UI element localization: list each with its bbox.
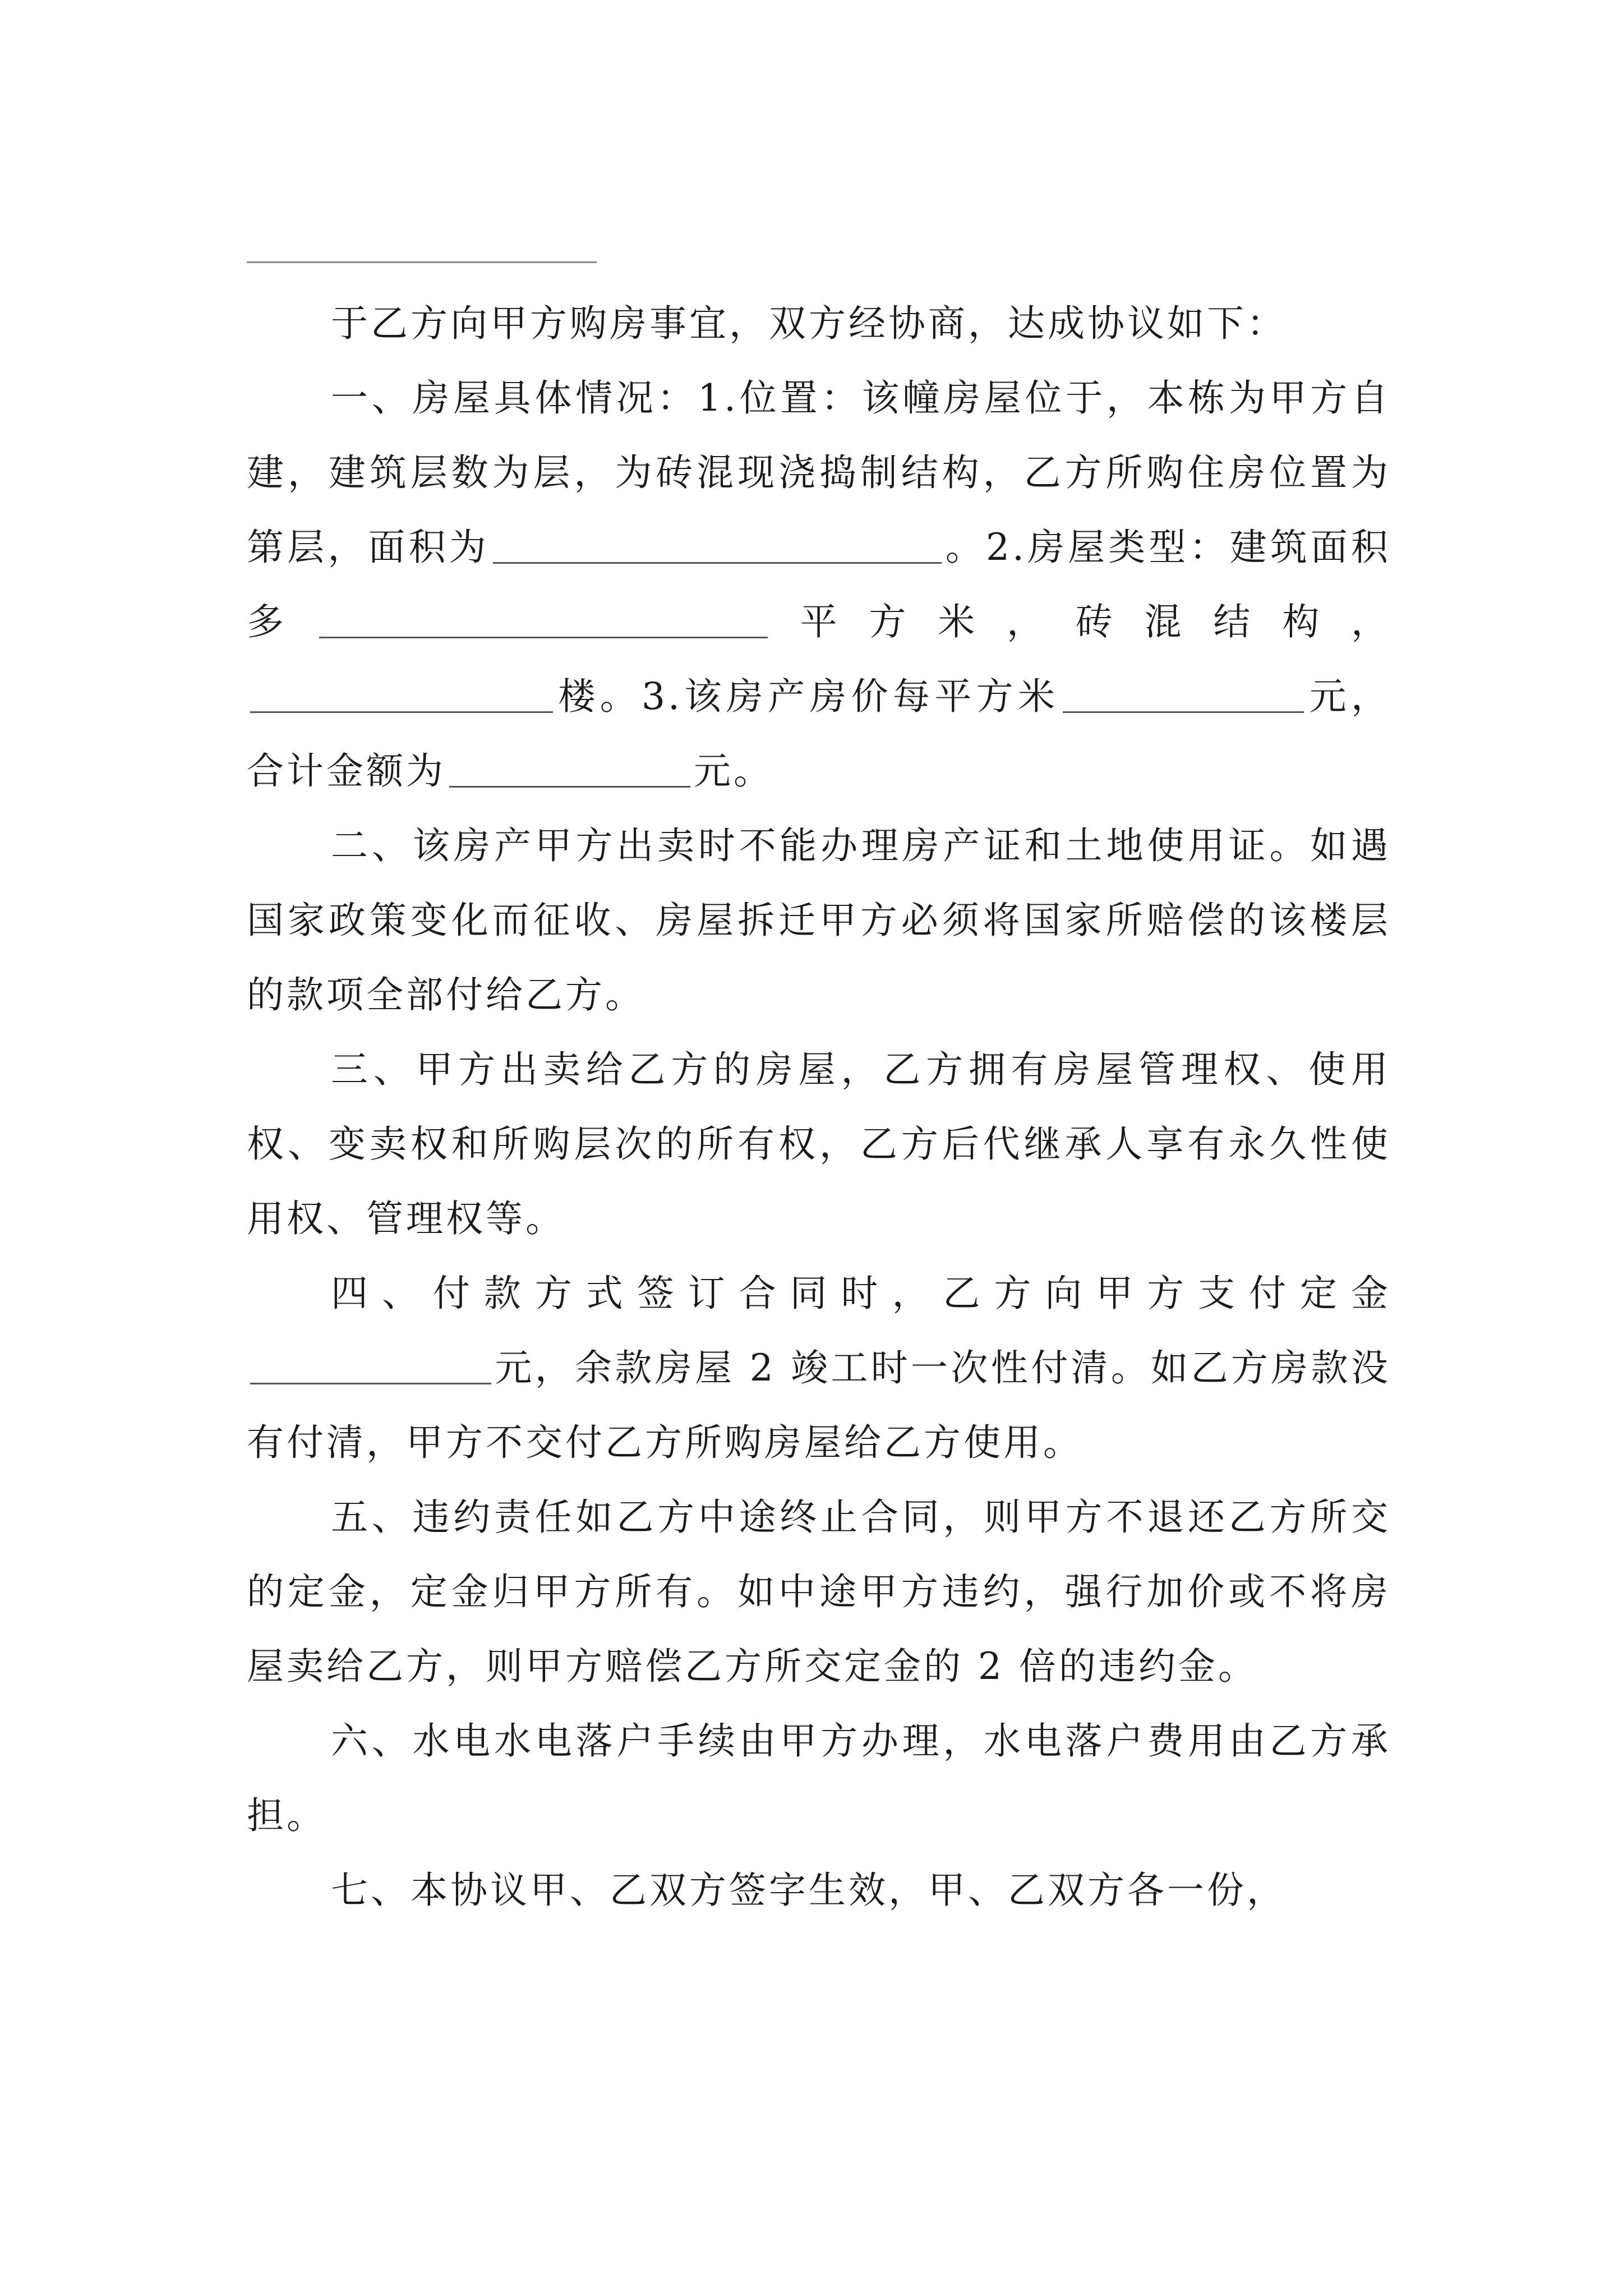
clause-3-paragraph: 三、甲方出卖给乙方的房屋，乙方拥有房屋管理权、使用权、变卖权和所购层次的所有权，乙方后代继承人享有永久性使用权、管理权等。 bbox=[247, 1048, 1391, 1240]
clause-2-paragraph: 二、该房产甲方出卖时不能办理房产证和土地使用证。如遇国家政策变化而征收、房屋拆迁甲方必须将国家所赔偿的该楼层的款项全部付给乙方。 bbox=[247, 824, 1391, 1016]
clause-1-text-e: 元，合计金额为 bbox=[247, 675, 1391, 793]
clause-4-paragraph bbox=[247, 1256, 1391, 1480]
clause-1-text-f: 元。 bbox=[694, 749, 773, 793]
clause-5-paragraph: 五、违约责任如乙方中途终止合同，则甲方不退还乙方所交的定金，定金归甲方所有。如中途甲方违约，强行加价或不将房屋卖给乙方，则甲方赔偿乙方所交定金的 2 倍的违约金。 bbox=[247, 1496, 1391, 1688]
unit-price-blank bbox=[1063, 676, 1304, 713]
clause-6-paragraph: 六、水电水电落户手续由甲方办理，水电落户费用由乙方承担。 bbox=[247, 1719, 1391, 1837]
clause-1-text-c: 平方米，砖混结构， bbox=[771, 600, 1391, 643]
deposit-blank bbox=[250, 1347, 491, 1384]
clause-7-paragraph: 七、本协议甲、乙双方签字生效，甲、乙双方各一份， bbox=[331, 1869, 1287, 1912]
clause-4-text-a: 四、付款方式签订合同时，乙方向甲方支付定金 bbox=[331, 1272, 1391, 1315]
clause-1-text-d: 楼。3.该房产房价每平方米 bbox=[556, 675, 1060, 718]
intro-paragraph: 于乙方向甲方购房事宜，双方经协商，达成协议如下： bbox=[331, 302, 1287, 345]
header-rule bbox=[247, 261, 597, 263]
clause-1-text-a: 一、房屋具体情况：1.位置：该幢房屋位于，本栋为甲方自建，建筑层数为层，为砖混现浇捣制结构，乙方所购住房位置为第层，面积为 bbox=[247, 376, 1391, 569]
clause-4-text-b: 元，余款房屋 2 竣工时一次性付清。如乙方房款没有付清，甲方不交付乙方所购房屋给乙方使用。 bbox=[247, 1346, 1391, 1464]
clause-1-paragraph bbox=[247, 361, 1391, 808]
area-blank bbox=[493, 527, 942, 564]
building-area-blank bbox=[319, 601, 768, 638]
contract-body bbox=[247, 286, 1391, 1927]
clause-1-text-b: 。2.房屋类型：建筑面积多 bbox=[247, 526, 1391, 643]
total-amount-blank bbox=[449, 751, 690, 788]
floor-blank bbox=[250, 676, 553, 713]
